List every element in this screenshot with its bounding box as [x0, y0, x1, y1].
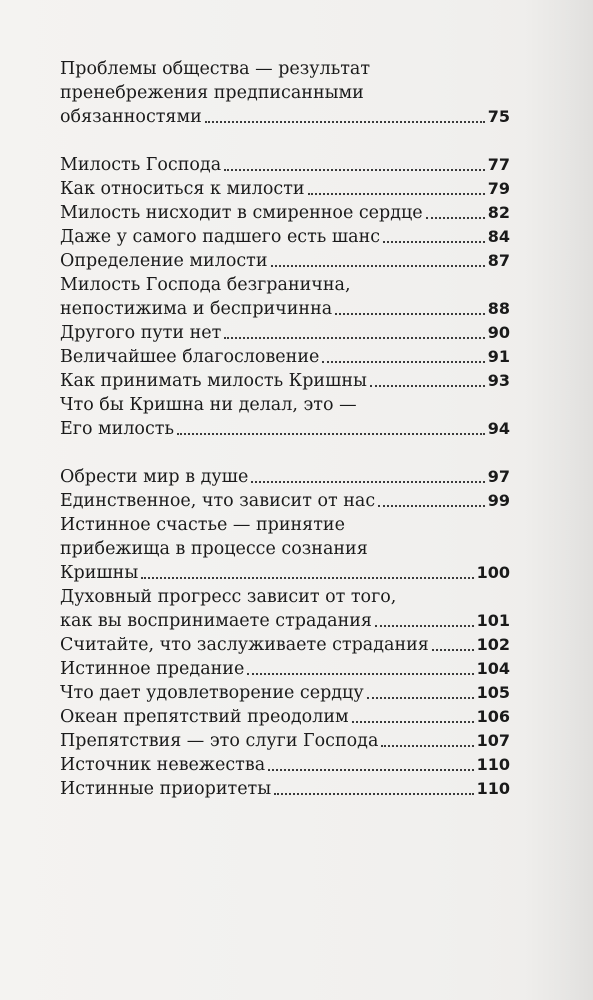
- toc-page-number: 100: [476, 563, 510, 582]
- toc-line: [60, 417, 510, 441]
- toc-entry: [60, 225, 510, 249]
- toc-entry-title: Источник невежества: [60, 755, 266, 775]
- toc-entry-title: непостижима и беспричинна: [60, 299, 333, 319]
- toc-entry-title: прибежища в процессе сознания: [60, 539, 368, 559]
- dot-leader: [247, 673, 473, 675]
- toc-line: [60, 81, 510, 105]
- toc-entry-title: Что бы Кришна ни делал, это —: [60, 395, 357, 415]
- dot-leader: [268, 769, 473, 771]
- toc-line: [60, 345, 510, 369]
- table-of-contents: [60, 57, 510, 801]
- toc-line: [60, 537, 510, 561]
- toc-page-number: 101: [476, 611, 510, 630]
- toc-line: [60, 705, 510, 729]
- toc-page-number: 99: [487, 491, 510, 510]
- dot-leader: [370, 385, 485, 387]
- dot-leader: [224, 337, 484, 339]
- dot-leader: [271, 265, 485, 267]
- toc-line: [60, 561, 510, 585]
- toc-page-number: 82: [487, 203, 510, 222]
- section-gap: [60, 441, 510, 465]
- toc-page-number: 87: [487, 251, 510, 270]
- toc-entry-title: Милость Господа безгранична,: [60, 275, 351, 295]
- toc-entry: [60, 657, 510, 681]
- toc-entry-title: Истинные приоритеты: [60, 779, 272, 799]
- toc-line: [60, 297, 510, 321]
- dot-leader: [205, 121, 485, 123]
- toc-entry-title: Величайшее благословение: [60, 347, 320, 367]
- toc-line: [60, 105, 510, 129]
- toc-entry-title: Духовный прогресс зависит от того,: [60, 587, 397, 607]
- toc-entry: [60, 153, 510, 177]
- toc-entry: [60, 633, 510, 657]
- dot-leader: [352, 721, 474, 723]
- toc-entry-title: Кришны: [60, 563, 139, 583]
- toc-line: [60, 153, 510, 177]
- toc-entry-title: Истинное счастье — принятие: [60, 515, 345, 535]
- dot-leader: [141, 577, 473, 579]
- toc-page-number: 105: [476, 683, 510, 702]
- toc-line: [60, 753, 510, 777]
- toc-entry-title: Препятствия — это слуги Господа: [60, 731, 379, 751]
- toc-line: [60, 273, 510, 297]
- dot-leader: [375, 625, 474, 627]
- section-gap: [60, 129, 510, 153]
- toc-entry-title: Как принимать милость Кришны: [60, 371, 367, 391]
- toc-line: [60, 249, 510, 273]
- toc-page-number: 91: [487, 347, 510, 366]
- toc-entry: [60, 465, 510, 489]
- toc-page-number: 110: [476, 755, 510, 774]
- dot-leader: [177, 433, 485, 435]
- toc-page-number: 94: [487, 419, 510, 438]
- page-edge-shadow: [523, 0, 593, 1000]
- toc-entry: [60, 585, 510, 633]
- toc-entry-title: Проблемы общества — результат: [60, 59, 371, 79]
- toc-line: [60, 513, 510, 537]
- dot-leader: [335, 313, 485, 315]
- toc-entry-title: Что дает удовлетворение сердцу: [60, 683, 364, 703]
- dot-leader: [224, 169, 485, 171]
- toc-entry: [60, 729, 510, 753]
- toc-entry-title: Его милость: [60, 419, 174, 439]
- toc-line: [60, 369, 510, 393]
- dot-leader: [274, 793, 473, 795]
- toc-entry: [60, 249, 510, 273]
- dot-leader: [322, 361, 484, 363]
- toc-entry: [60, 345, 510, 369]
- toc-page-number: 77: [487, 155, 510, 174]
- toc-page-number: 88: [487, 299, 510, 318]
- toc-entry-title: Определение милости: [60, 251, 268, 271]
- toc-page-number: 106: [476, 707, 510, 726]
- toc-line: [60, 201, 510, 225]
- toc-entry: [60, 201, 510, 225]
- toc-entry-title: Истинное предание: [60, 659, 245, 679]
- toc-line: [60, 681, 510, 705]
- dot-leader: [378, 505, 485, 507]
- toc-page-number: 79: [487, 179, 510, 198]
- toc-entry-title: Милость Господа: [60, 155, 222, 175]
- dot-leader: [251, 481, 484, 483]
- toc-entry: [60, 273, 510, 321]
- dot-leader: [308, 193, 485, 195]
- toc-entry: [60, 681, 510, 705]
- toc-page-number: 90: [487, 323, 510, 342]
- toc-entry-title: Даже у самого падшего есть шанс: [60, 227, 381, 247]
- toc-entry-title: Другого пути нет: [60, 323, 222, 343]
- toc-page-number: 107: [476, 731, 510, 750]
- toc-entry: [60, 705, 510, 729]
- toc-line: [60, 177, 510, 201]
- toc-entry: [60, 753, 510, 777]
- toc-line: [60, 465, 510, 489]
- toc-entry: [60, 321, 510, 345]
- dot-leader: [381, 745, 473, 747]
- dot-leader: [383, 241, 485, 243]
- dot-leader: [367, 697, 474, 699]
- toc-entry-title: Обрести мир в душе: [60, 467, 249, 487]
- toc-entry-title: Единственное, что зависит от нас: [60, 491, 376, 511]
- toc-page-number: 104: [476, 659, 510, 678]
- toc-line: [60, 393, 510, 417]
- toc-line: [60, 633, 510, 657]
- toc-entry: [60, 177, 510, 201]
- toc-page-number: 84: [487, 227, 510, 246]
- toc-line: [60, 777, 510, 801]
- toc-entry: [60, 393, 510, 441]
- toc-line: [60, 489, 510, 513]
- toc-line: [60, 609, 510, 633]
- toc-line: [60, 225, 510, 249]
- toc-line: [60, 585, 510, 609]
- toc-entry-title: как вы воспринимаете страдания: [60, 611, 372, 631]
- toc-page-number: 110: [476, 779, 510, 798]
- toc-page-number: 75: [487, 107, 510, 126]
- toc-entry-title: обязанностями: [60, 107, 202, 127]
- toc-entry: [60, 369, 510, 393]
- toc-entry: [60, 513, 510, 585]
- toc-entry: [60, 57, 510, 129]
- toc-line: [60, 657, 510, 681]
- toc-entry: [60, 777, 510, 801]
- toc-entry-title: Считайте, что заслуживаете страдания: [60, 635, 429, 655]
- toc-page-number: 102: [476, 635, 510, 654]
- toc-page-number: 97: [487, 467, 510, 486]
- toc-line: [60, 729, 510, 753]
- toc-entry-title: Как относиться к милости: [60, 179, 305, 199]
- toc-page-number: 93: [487, 371, 510, 390]
- toc-entry: [60, 489, 510, 513]
- toc-entry-title: пренебрежения предписанными: [60, 83, 364, 103]
- dot-leader: [426, 217, 485, 219]
- toc-line: [60, 321, 510, 345]
- toc-entry-title: Милость нисходит в смиренное сердце: [60, 203, 423, 223]
- dot-leader: [432, 649, 474, 651]
- toc-entry-title: Океан препятствий преодолим: [60, 707, 349, 727]
- toc-line: [60, 57, 510, 81]
